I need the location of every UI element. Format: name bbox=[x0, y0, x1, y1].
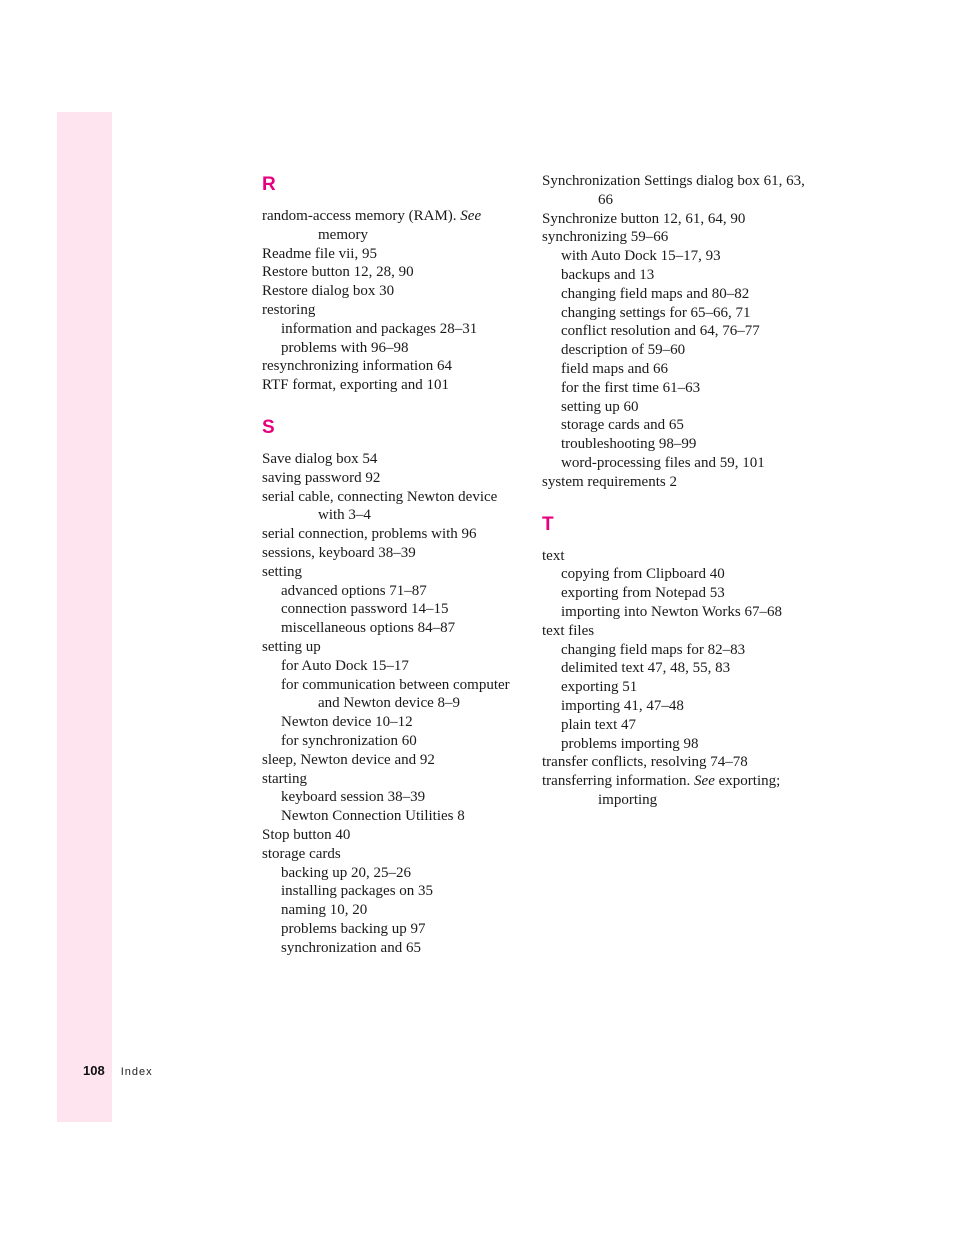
entry-text: installing packages on 35 bbox=[281, 883, 434, 900]
index-subentry bbox=[542, 304, 812, 323]
index-subentry bbox=[542, 285, 812, 304]
index-entry bbox=[262, 301, 524, 320]
index-subentry bbox=[542, 416, 812, 435]
entry-text: problems with 96–98 bbox=[281, 339, 409, 356]
entry-text: for Auto Dock 15–17 bbox=[281, 657, 409, 674]
index-section bbox=[262, 172, 524, 395]
index-entry bbox=[262, 450, 524, 469]
entry-text: exporting from Notepad 53 bbox=[561, 585, 725, 602]
running-head: Index bbox=[120, 1066, 153, 1078]
index-subentry bbox=[262, 713, 524, 732]
index-column-left bbox=[262, 172, 524, 957]
entry-text: backups and 13 bbox=[561, 266, 655, 283]
entry-text: RTF format, exporting and 101 bbox=[262, 377, 449, 394]
index-section bbox=[542, 512, 812, 810]
index-subentry bbox=[262, 864, 524, 883]
entry-text: exporting 51 bbox=[561, 679, 638, 696]
index-subentry bbox=[542, 678, 812, 697]
index-entry bbox=[262, 488, 524, 526]
index-subentry bbox=[542, 360, 812, 379]
entry-text: miscellaneous options 84–87 bbox=[281, 620, 456, 637]
entry-text: Save dialog box 54 bbox=[262, 450, 378, 467]
entry-text: changing field maps for 82–83 bbox=[561, 641, 746, 658]
entry-text: keyboard session 38–39 bbox=[281, 789, 426, 806]
index-entry bbox=[262, 245, 524, 264]
index-subentry bbox=[542, 659, 812, 678]
entry-text: serial cable, connecting Newton device with 3–4 bbox=[262, 488, 498, 524]
index-column-right bbox=[542, 172, 812, 810]
index-entry bbox=[262, 544, 524, 563]
entry-text: transfer conflicts, resolving 74–78 bbox=[542, 754, 748, 771]
index-subentry bbox=[262, 657, 524, 676]
margin-strip bbox=[57, 112, 112, 1122]
index-subentry bbox=[542, 641, 812, 660]
entry-text: conflict resolution and 64, 76–77 bbox=[561, 323, 760, 340]
index-subentry bbox=[262, 600, 524, 619]
index-entry bbox=[262, 751, 524, 770]
entry-text: sessions, keyboard 38–39 bbox=[262, 544, 416, 561]
index-subentry bbox=[262, 676, 524, 714]
section-letter: S bbox=[262, 416, 275, 438]
index-entry bbox=[542, 210, 812, 229]
entry-text: changing field maps and 80–82 bbox=[561, 285, 750, 302]
entry-text: field maps and 66 bbox=[561, 360, 669, 377]
index-entry bbox=[542, 172, 812, 210]
entry-text: random-access memory (RAM). bbox=[262, 208, 457, 224]
entry-text: problems backing up 97 bbox=[281, 920, 426, 937]
index-entry bbox=[262, 525, 524, 544]
entry-text: changing settings for 65–66, 71 bbox=[561, 304, 751, 321]
entry-text: storage cards and 65 bbox=[561, 417, 684, 434]
entry-text: plain text 47 bbox=[561, 716, 636, 733]
entry-text: starting bbox=[262, 770, 307, 787]
entry-text: delimited text 47, 48, 55, 83 bbox=[561, 660, 731, 677]
index-entry bbox=[262, 770, 524, 789]
entry-text: copying from Clipboard 40 bbox=[561, 566, 725, 583]
index-entry bbox=[262, 826, 524, 845]
index-subentry bbox=[542, 398, 812, 417]
entry-text: importing 41, 47–48 bbox=[561, 697, 684, 714]
index-entry bbox=[262, 263, 524, 282]
see-reference: See bbox=[460, 208, 482, 224]
entry-text: word-processing files and 59, 101 bbox=[561, 454, 765, 471]
entry-text: synchronization and 65 bbox=[281, 939, 421, 956]
index-section bbox=[542, 172, 812, 492]
entry-text: setting up bbox=[262, 638, 321, 655]
index-subentry bbox=[542, 379, 812, 398]
entry-text: problems importing 98 bbox=[561, 735, 699, 752]
entry-text: system requirements 2 bbox=[542, 473, 677, 490]
entry-text: synchronizing 59–66 bbox=[542, 229, 669, 246]
entry-text: Newton Connection Utilities 8 bbox=[281, 808, 465, 825]
page-number: 108 bbox=[83, 1063, 105, 1078]
index-subentry bbox=[542, 454, 812, 473]
index-subentry bbox=[262, 939, 524, 958]
entry-text: for communication between computer and Newton device 8–9 bbox=[281, 676, 510, 712]
index-entry bbox=[262, 563, 524, 582]
entry-text: Restore button 12, 28, 90 bbox=[262, 264, 414, 281]
index-subentry bbox=[262, 901, 524, 920]
index-subentry bbox=[542, 716, 812, 735]
index-subentry bbox=[542, 584, 812, 603]
entry-text: Synchronization Settings dialog box 61, 63, 66 bbox=[542, 173, 805, 208]
entry-text: text bbox=[542, 547, 565, 564]
entry-text: restoring bbox=[262, 301, 316, 318]
index-entry bbox=[542, 772, 812, 810]
entry-text: Restore dialog box 30 bbox=[262, 283, 395, 300]
index-subentry bbox=[542, 266, 812, 285]
entry-text: advanced options 71–87 bbox=[281, 582, 427, 599]
entry-text: resynchronizing information 64 bbox=[262, 358, 452, 375]
index-entry bbox=[542, 228, 812, 247]
index-subentry bbox=[262, 788, 524, 807]
entry-text: information and packages 28–31 bbox=[281, 320, 478, 337]
section-letter: T bbox=[542, 513, 554, 535]
entry-text: Stop button 40 bbox=[262, 826, 351, 843]
index-subentry bbox=[262, 807, 524, 826]
index-entry bbox=[262, 845, 524, 864]
index-entry bbox=[542, 753, 812, 772]
index-entry bbox=[262, 357, 524, 376]
entry-text: Readme file vii, 95 bbox=[262, 245, 377, 262]
section-letter: R bbox=[262, 174, 276, 195]
entry-text: description of 59–60 bbox=[561, 342, 686, 359]
entry-text: setting bbox=[262, 563, 302, 580]
entry-text: Synchronize button 12, 61, 64, 90 bbox=[542, 210, 746, 227]
index-subentry bbox=[542, 603, 812, 622]
entry-text: naming 10, 20 bbox=[281, 902, 368, 919]
entry-text: text files bbox=[542, 622, 595, 639]
entry-text: Newton device 10–12 bbox=[281, 714, 413, 731]
index-subentry bbox=[262, 339, 524, 358]
see-target: exporting; importing bbox=[598, 773, 781, 808]
entry-text: backing up 20, 25–26 bbox=[281, 864, 411, 881]
entry-text: sleep, Newton device and 92 bbox=[262, 751, 435, 768]
index-entry bbox=[262, 638, 524, 657]
entry-text: saving password 92 bbox=[262, 469, 381, 486]
entry-text: transferring information. bbox=[542, 773, 695, 790]
index-entry bbox=[262, 469, 524, 488]
index-subentry bbox=[542, 735, 812, 754]
index-subentry bbox=[262, 582, 524, 601]
index-subentry bbox=[262, 320, 524, 339]
index-entry bbox=[542, 547, 812, 566]
index-subentry bbox=[262, 732, 524, 751]
index-subentry bbox=[262, 619, 524, 638]
entry-text: storage cards bbox=[262, 845, 341, 862]
entry-text: importing into Newton Works 67–68 bbox=[561, 603, 783, 620]
index-subentry bbox=[542, 565, 812, 584]
index-section bbox=[262, 415, 524, 958]
index-subentry bbox=[542, 435, 812, 454]
see-reference: See bbox=[694, 773, 715, 790]
index-entry bbox=[542, 473, 812, 492]
entry-text: for the first time 61–63 bbox=[561, 379, 701, 396]
see-target: memory bbox=[318, 226, 368, 243]
entry-text: setting up 60 bbox=[561, 398, 639, 415]
index-subentry bbox=[542, 322, 812, 341]
index-entry bbox=[262, 282, 524, 301]
index-entry bbox=[262, 376, 524, 395]
entry-text: for synchronization 60 bbox=[281, 732, 417, 749]
page-footer bbox=[83, 1062, 153, 1080]
index-entry bbox=[262, 207, 524, 245]
index-subentry bbox=[262, 920, 524, 939]
entry-text: connection password 14–15 bbox=[281, 601, 449, 618]
index-subentry bbox=[542, 697, 812, 716]
index-subentry bbox=[542, 247, 812, 266]
entry-text: troubleshooting 98–99 bbox=[561, 436, 697, 453]
index-entry bbox=[542, 622, 812, 641]
entry-text: serial connection, problems with 96 bbox=[262, 526, 477, 543]
entry-text: with Auto Dock 15–17, 93 bbox=[561, 248, 721, 265]
index-subentry bbox=[542, 341, 812, 360]
index-subentry bbox=[262, 882, 524, 901]
